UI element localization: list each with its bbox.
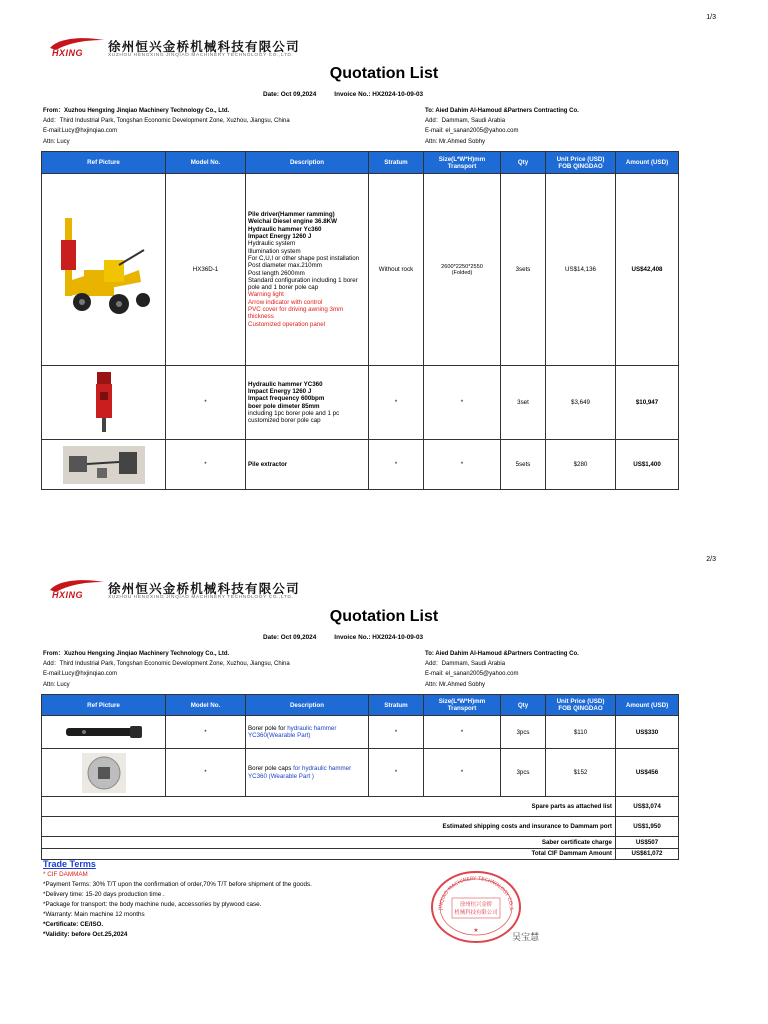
summary-value: US$507 — [616, 837, 679, 849]
size-cell — [424, 174, 501, 366]
desc-line-red: Warning light — [248, 291, 284, 299]
unit-price-cell: $3,649 — [546, 366, 616, 440]
stratum-cell: * — [369, 440, 424, 490]
model-cell: * — [166, 716, 246, 749]
page-number: 1/3 — [706, 14, 716, 21]
table-row — [42, 366, 679, 440]
desc-line: Hydraulic system — [248, 240, 296, 248]
desc-line: For C,U,I or other shape post installation — [248, 254, 360, 262]
to-address: Add：Dammam, Saudi Arabia — [425, 661, 506, 668]
company-cn-name: 徐州恒兴金桥机械科技有限公司 — [108, 582, 300, 596]
summary-label: Total CIF Dammam Amount — [42, 848, 616, 860]
to-label: To: Aied Dahim Al-Hamoud &Partners Contracting Co. — [425, 108, 579, 114]
desc-text: Borer pole for — [248, 724, 288, 732]
qty-cell: 3set — [501, 366, 546, 440]
unit-price-cell: $110 — [546, 716, 616, 749]
spare-parts-table — [41, 694, 679, 860]
amount-cell: US$330 — [616, 716, 679, 749]
pile-extractor-image — [63, 446, 145, 484]
desc-line: including 1pc borer pole and 1 pc customized borer pole cap — [248, 409, 340, 425]
to-address: Add：Dammam, Saudi Arabia — [425, 118, 506, 125]
to-attn: Attn: Mr.Ahmed Sobhy — [425, 138, 486, 145]
size-cell: * — [424, 440, 501, 490]
desc-text-blue: hydraulic hammer YC360(Wearable Part) — [248, 724, 337, 739]
col-unit-price: Unit Price (USD) FOB QINGDAO — [546, 152, 616, 174]
invoice-number: Invoice No.: HX2024-10-09-03 — [334, 91, 424, 98]
col-ref-picture: Ref Picture — [42, 152, 166, 174]
summary-row — [42, 797, 679, 817]
model-cell: HX36D-1 — [166, 174, 246, 366]
summary-label: Saber certificate charge — [42, 837, 616, 849]
stamp-star-icon: ★ — [473, 928, 479, 934]
from-address: Add：Third Industrial Park, Tongshan Economic Development Zone, Xuzhou, Jiangsu, China — [43, 118, 290, 125]
to-label: To: Aied Dahim Al-Hamoud &Partners Contracting Co. — [425, 651, 579, 657]
company-en-name: XUZHOU HENGXING JINQIAO MACHINERY TECHNOLOGY CO.,LTD. — [108, 53, 294, 58]
qty-cell: 5sets — [501, 440, 546, 490]
desc-line: Post length 2600mm — [248, 269, 305, 277]
trade-terms — [43, 859, 312, 940]
quotation-table — [41, 151, 679, 490]
col-description: Description — [246, 152, 369, 174]
company-stamp-icon — [430, 870, 522, 944]
page-title: Quotation List — [329, 608, 439, 625]
col-model: Model No. — [166, 695, 246, 716]
unit-price-cell: US$14,136 — [546, 174, 616, 366]
desc-line-red: Customized operation panel — [248, 320, 326, 328]
table-row — [42, 174, 679, 366]
summary-row — [42, 837, 679, 849]
description-cell — [246, 749, 369, 797]
desc-line: Weichai Diesel engine 36.8KW — [248, 218, 337, 226]
desc-line: Hydraulic hammer Yc360 — [248, 225, 322, 233]
company-logo — [48, 578, 348, 606]
summary-label: Estimated shipping costs and insurance to Dammam port — [42, 817, 616, 837]
borer-pole-image — [62, 723, 146, 741]
from-block — [43, 106, 290, 147]
product-image-cell — [42, 440, 166, 490]
desc-line: Post diameter max.210mm — [248, 262, 322, 270]
product-image-cell — [42, 716, 166, 749]
company-cn-name: 徐州恒兴金桥机械科技有限公司 — [108, 40, 300, 54]
col-qty: Qty — [501, 152, 546, 174]
stratum-cell: * — [369, 749, 424, 797]
product-image-cell — [42, 749, 166, 797]
stratum-cell: Without rock — [369, 174, 424, 366]
stamp-center-text: 徐州恒兴金桥 — [459, 902, 493, 908]
amount-cell: $10,947 — [616, 366, 679, 440]
table-row — [42, 749, 679, 797]
product-image-cell — [42, 174, 166, 366]
desc-line: Standard configuration including 1 borer pole and 1 borer pole cap — [248, 276, 358, 292]
to-email: E-mail: el_sanan2005@yahoo.com — [425, 671, 519, 678]
trade-terms-heading: Trade Terms — [43, 859, 96, 869]
stratum-cell: * — [369, 716, 424, 749]
amount-cell: US$1,400 — [616, 440, 679, 490]
company-en-name: XUZHOU HENGXING JINQIAO MACHINERY TECHNOLOGY CO.,LTD. — [108, 595, 294, 600]
desc-line: Impact Energy 1260 J — [248, 387, 312, 395]
hydraulic-hammer-image — [84, 370, 124, 436]
date-text: Date: Oct 09,2024 — [263, 91, 317, 98]
summary-value: US$1,950 — [616, 817, 679, 837]
desc-line: Hydraulic hammer YC360 — [248, 380, 323, 388]
terms-certificate: *Certificate: CE/ISO. — [43, 921, 104, 928]
to-block — [425, 106, 579, 147]
from-attn: Attn: Lucy — [43, 681, 70, 688]
amount-cell: US$42,408 — [616, 174, 679, 366]
invoice-number: Invoice No.: HX2024-10-09-03 — [334, 634, 424, 641]
col-qty: Qty — [501, 695, 546, 716]
from-email: E-mail:Lucy@hxjinqiao.com — [43, 128, 118, 135]
document-meta — [263, 634, 423, 641]
unit-price-cell: $152 — [546, 749, 616, 797]
stratum-cell: * — [369, 366, 424, 440]
from-email: E-mail:Lucy@hxjinqiao.com — [43, 671, 118, 678]
size-note: (Folded) — [451, 269, 473, 276]
summary-value: US$3,074 — [616, 797, 679, 817]
col-model: Model No. — [166, 152, 246, 174]
to-block — [425, 649, 579, 690]
table-row — [42, 440, 679, 490]
summary-row — [42, 817, 679, 837]
brand-text: HXING — [52, 590, 84, 600]
terms-warranty: *Warranty: Main machine 12 months — [43, 911, 145, 918]
desc-line: Impact Energy 1260 J — [248, 233, 312, 241]
from-address: Add：Third Industrial Park, Tongshan Economic Development Zone, Xuzhou, Jiangsu, China — [43, 661, 290, 668]
company-logo — [48, 36, 348, 64]
desc-text-blue: for hydraulic hammer YC360 (Wearable Part ) — [248, 765, 352, 780]
summary-row — [42, 848, 679, 860]
summary-value: US$61,072 — [616, 848, 679, 860]
size-cell: * — [424, 716, 501, 749]
description-cell — [246, 174, 369, 366]
from-label: From：Xuzhou Hengxing Jinqiao Machinery Technology Co., Ltd. — [43, 651, 230, 657]
qty-cell: 3pcs — [501, 749, 546, 797]
table-header-row — [42, 152, 679, 174]
desc-line: Illumination system — [248, 247, 301, 255]
size-cell: * — [424, 366, 501, 440]
col-ref-picture: Ref Picture — [42, 695, 166, 716]
desc-line: Impact frequency 600bpm — [248, 395, 325, 403]
desc-text: Borer pole caps — [248, 765, 294, 773]
col-stratum: Stratum — [369, 695, 424, 716]
stamp-center-text-2: 机械科技有限公司 — [454, 910, 498, 916]
col-size: Size(L*W*H)mm Transport — [424, 695, 501, 716]
col-amount: Amount (USD) — [616, 152, 679, 174]
desc-line-red: Arrow indicator with control — [248, 298, 323, 306]
summary-label: Spare parts as attached list — [42, 797, 616, 817]
terms-package: *Package for transport: the body machine nude, accessories by plywood case. — [43, 901, 262, 908]
model-cell: * — [166, 366, 246, 440]
terms-payment: *Payment Terms: 30% T/T upon the confirmation of order,70% T/T before shipment of the goods. — [43, 881, 312, 888]
col-stratum: Stratum — [369, 152, 424, 174]
qty-cell: 3sets — [501, 174, 546, 366]
signature: 吴宝慧 — [512, 933, 540, 943]
from-attn: Attn: Lucy — [43, 138, 70, 145]
brand-text: HXING — [52, 48, 84, 58]
col-description: Description — [246, 695, 369, 716]
from-block — [43, 649, 290, 690]
pole-cap-image — [82, 753, 126, 793]
from-label: From：Xuzhou Hengxing Jinqiao Machinery Technology Co., Ltd. — [43, 108, 230, 114]
qty-cell: 3pcs — [501, 716, 546, 749]
model-cell: * — [166, 749, 246, 797]
table-row — [42, 716, 679, 749]
terms-validity: *Validity: before Oct.25,2024 — [43, 931, 128, 938]
amount-cell: US$456 — [616, 749, 679, 797]
to-attn: Attn: Mr.Ahmed Sobhy — [425, 681, 486, 688]
size-value: 2600*2250*2550 — [441, 263, 483, 270]
pile-driver-image — [49, 210, 159, 330]
terms-cif: * CIF DAMMAM — [43, 871, 88, 878]
document-meta — [263, 91, 423, 98]
desc-line: Pile driver(Hammer ramming) — [248, 211, 335, 219]
page-title: Quotation List — [329, 65, 439, 82]
to-email: E-mail: el_sanan2005@yahoo.com — [425, 128, 519, 135]
page-number: 2/3 — [706, 556, 716, 563]
stamp-ring-text: JINQIAO MACHINERY TECHNOLOGY CO.,L — [437, 875, 515, 911]
unit-price-cell: $280 — [546, 440, 616, 490]
terms-delivery: *Delivery time: 15-20 days production time . — [43, 891, 165, 898]
desc-line-red: PVC cover for driving awning 3mm thickness — [248, 305, 344, 321]
col-amount: Amount (USD) — [616, 695, 679, 716]
col-size: Size(L*W*H)mm Transport — [424, 152, 501, 174]
desc-line: boer pole dimeter 85mm — [248, 402, 320, 410]
date-text: Date: Oct 09,2024 — [263, 634, 317, 641]
description-cell — [246, 366, 369, 440]
model-cell: * — [166, 440, 246, 490]
table-header-row — [42, 695, 679, 716]
product-image-cell — [42, 366, 166, 440]
description-cell — [246, 716, 369, 749]
size-cell: * — [424, 749, 501, 797]
col-unit-price: Unit Price (USD) FOB QINGDAO — [546, 695, 616, 716]
description-cell: Pile extractor — [246, 440, 369, 490]
